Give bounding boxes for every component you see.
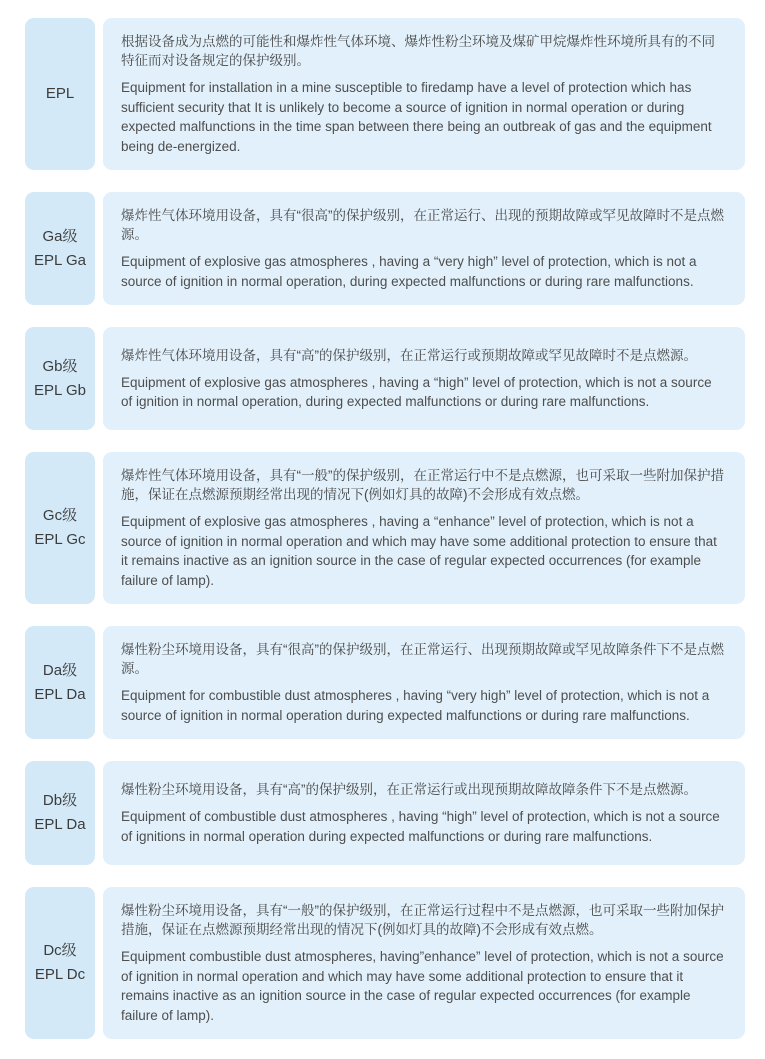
label-line-2: EPL Da bbox=[34, 685, 86, 703]
row-label-da bbox=[25, 626, 95, 739]
row-text-zh: 根据设备成为点燃的可能性和爆炸性气体环境、爆炸性粉尘环境及煤矿甲烷爆炸性环境所具有的不同特征而对设备规定的保护级别。 bbox=[121, 34, 715, 68]
epl-row-db bbox=[25, 761, 745, 865]
row-label-gc bbox=[25, 452, 95, 604]
row-text-zh: 爆性粉尘环境用设备，具有“高”的保护级别，在正常运行或出现预期故障故障条件下不是点燃源。 bbox=[121, 782, 697, 797]
label-line-1: EPL bbox=[45, 85, 75, 102]
row-text-en: Equipment of explosive gas atmospheres , having a “high” level of protection, which is not a source of ignition in normal operation, during expected malfunctions or during rare malfunctions. bbox=[121, 374, 712, 409]
label-line-1: Gc级 bbox=[42, 507, 78, 524]
label-line-2: EPL Gc bbox=[34, 531, 86, 548]
label-line-2: EPL Ga bbox=[34, 251, 86, 269]
row-text-en: Equipment of explosive gas atmospheres , having a “enhance” level of protection, which is not a source of ignition in normal operation and which may have some additional protection to ensure that it remains inactive as an ignition source in the case of regular expected occurrences (for example failure of lamp). bbox=[121, 514, 717, 588]
row-label-ga bbox=[25, 192, 95, 305]
epl-row-definition bbox=[25, 18, 745, 170]
epl-row-dc bbox=[25, 887, 745, 1039]
row-text-zh: 爆性粉尘环境用设备，具有“很高”的保护级别，在正常运行、出现预期故障或罕见故障条件下不是点燃源。 bbox=[121, 642, 724, 676]
row-text-en: Equipment combustible dust atmospheres, having”enhance” level of protection, which is not a source of ignition in normal operation and which may have some additional protection to ensure that it remains inactive as an ignition source in the case of regular expected occurrences (for example failure of lamp). bbox=[121, 949, 724, 1023]
row-label-dc bbox=[25, 887, 95, 1039]
row-content-gc bbox=[103, 452, 745, 604]
label-line-1: Gb级 bbox=[42, 357, 78, 375]
row-text-zh: 爆炸性气体环境用设备，具有“高”的保护级别，在正常运行或预期故障或罕见故障时不是点燃源。 bbox=[121, 347, 697, 363]
row-content-epl bbox=[103, 18, 745, 170]
label-line-2: EPL Da bbox=[34, 816, 86, 833]
label-line-1: Da级 bbox=[42, 661, 78, 679]
row-label-db bbox=[25, 761, 95, 865]
row-content-ga bbox=[103, 192, 745, 305]
epl-row-gc bbox=[25, 452, 745, 604]
row-text-en: Equipment of explosive gas atmospheres , having a “very high” level of protection, which is not a source of ignition in normal operation, during expected malfunctions or during rare malfunctions. bbox=[121, 254, 697, 289]
label-line-1: Ga级 bbox=[42, 227, 78, 245]
label-line-1: Dc级 bbox=[43, 942, 77, 959]
row-content-da bbox=[103, 626, 745, 739]
row-label-gb bbox=[25, 327, 95, 430]
row-content-db bbox=[103, 761, 745, 865]
row-label-epl bbox=[25, 18, 95, 170]
label-line-1: Db级 bbox=[42, 792, 78, 809]
epl-row-da bbox=[25, 626, 745, 739]
row-text-en: Equipment of combustible dust atmospheres , having “high” level of protection, which is not a source of ignitions in normal operation during expected malfunctions or during rare malfunctions. bbox=[121, 809, 720, 844]
row-text-zh: 爆炸性气体环境用设备，具有“很高”的保护级别，在正常运行、出现的预期故障或罕见故障时不是点燃源。 bbox=[121, 208, 724, 242]
label-line-2: EPL Dc bbox=[34, 966, 86, 983]
row-text-en: Equipment for installation in a mine susceptible to firedamp have a level of protection which has sufficient security that It is unlikely to become a source of ignition in normal operation or during expected malfunctions in the time span between there being an outbreak of gas and the equipment being de-energized. bbox=[121, 80, 712, 154]
row-content-gb bbox=[103, 327, 745, 430]
row-text-zh: 爆炸性气体环境用设备，具有“一般”的保护级别，在正常运行中不是点燃源，也可采取一些附加保护措施，保证在点燃源预期经常出现的情况下(例如灯具的故障)不会形成有效点燃。 bbox=[121, 468, 724, 502]
row-text-en: Equipment for combustible dust atmospheres , having “very high” level of protection, which is not a source of ignition in normal operation during expected malfunctions or during rare malfunctions. bbox=[121, 688, 710, 723]
label-line-2: EPL Gb bbox=[34, 381, 86, 399]
epl-row-gb bbox=[25, 327, 745, 430]
row-content-dc bbox=[103, 887, 745, 1039]
epl-row-ga bbox=[25, 192, 745, 305]
row-text-zh: 爆性粉尘环境用设备，具有“一般”的保护级别，在正常运行过程中不是点燃源，也可采取一些附加保护措施，保证在点燃源预期经常出现的情况下(例如灯具的故障)不会形成有效点燃。 bbox=[121, 903, 724, 937]
